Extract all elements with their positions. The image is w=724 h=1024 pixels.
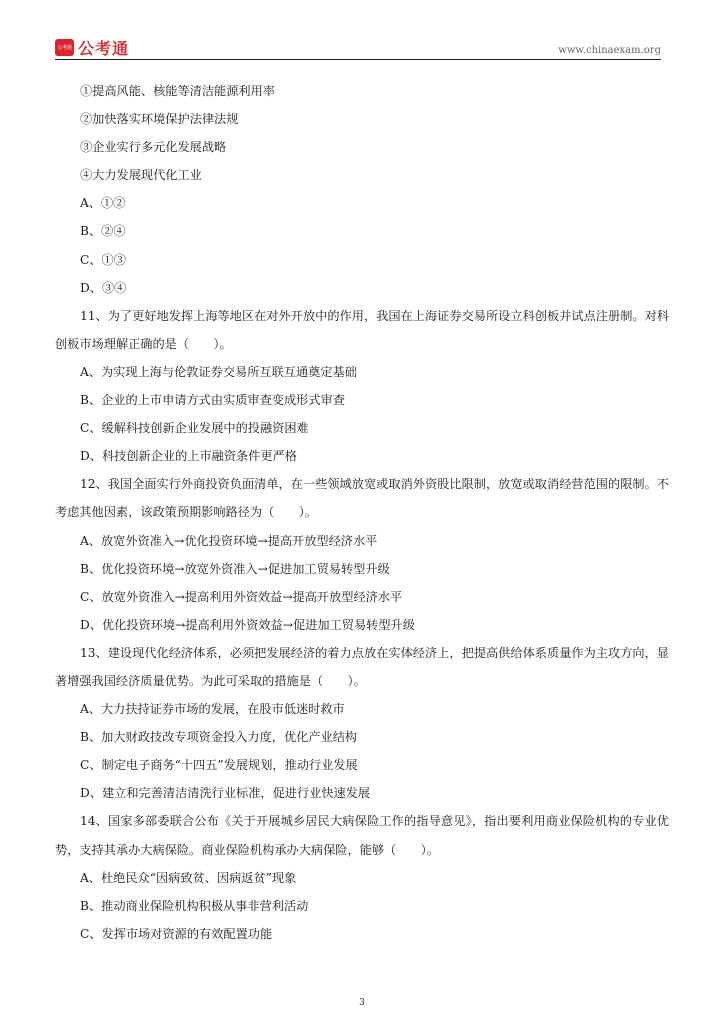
option-line: B、推动商业保险机构积极从事非营利活动 — [80, 898, 309, 913]
option-line: D、③④ — [80, 280, 127, 295]
logo-text: 公考通 — [78, 39, 130, 58]
option-line: B、企业的上市申请方式由实质审查变成形式审查 — [80, 393, 345, 408]
question-stem: 11、为了更好地发挥上海等地区在对外开放中的作用，我国在上海证券交易所设立科创板并试点注册制。对科创板市场理解正确的是（ ）。 — [55, 308, 669, 351]
option-line: D、优化投资环境→提高利用外资效益→促进加工贸易转型升级 — [80, 617, 415, 632]
option-line: B、优化投资环境→放宽外资准入→促进加工贸易转型升级 — [80, 561, 390, 576]
option-line: B、加大财政技改专项资金投入力度，优化产业结构 — [80, 730, 358, 745]
question-stem: 13、建设现代化经济体系，必须把发展经济的着力点放在实体经济上，把提高供给体系质量作为主攻方向，显著增强我国经济质量优势。为此可采取的措施是（ ）。 — [55, 645, 669, 688]
option-line: ④大力发展现代化工业 — [80, 168, 202, 183]
option-line: A、放宽外资准入→优化投资环境→提高开放型经济水平 — [80, 533, 378, 548]
document-body — [55, 77, 669, 948]
page-number: 3 — [359, 998, 365, 1008]
option-line: B、②④ — [80, 224, 126, 239]
option-line: A、大力扶持证券市场的发展，在股市低迷时救市 — [80, 702, 345, 717]
option-line: C、制定电子商务“十四五”发展规划，推动行业发展 — [80, 758, 358, 773]
option-line: D、建立和完善清洁清洗行业标准，促进行业快速发展 — [80, 786, 371, 801]
question-stem: 12、我国全面实行外商投资负面清单，在一些领域放宽或取消外资股比限制，放宽或取消经营范围的限制。不考虑其他因素，该政策预期影响路径为（ ）。 — [55, 477, 669, 520]
site-url: www.chinaexam.org — [558, 45, 661, 56]
page-header — [0, 0, 724, 64]
option-line: A、①② — [80, 196, 126, 211]
question-stem: 14、国家多部委联合公布《关于开展城乡居民大病保险工作的指导意见》，指出要利用商业保险机构的专业优势，支持其承办大病保险。商业保险机构承办大病保险，能够（ ）。 — [55, 814, 669, 857]
logo — [55, 36, 129, 59]
option-line: ①提高风能、核能等清洁能源利用率 — [80, 84, 275, 98]
option-line: C、缓解科技创新企业发展中的投融资困难 — [80, 421, 309, 436]
option-line: ③企业实行多元化发展战略 — [80, 140, 227, 155]
option-line: ②加快落实环境保护法律法规 — [80, 112, 239, 127]
header-divider — [55, 59, 661, 60]
option-line: C、发挥市场对资源的有效配置功能 — [80, 926, 273, 941]
logo-badge-icon: 公考通 — [55, 39, 74, 56]
option-line: A、为实现上海与伦敦证券交易所互联互通奠定基础 — [80, 364, 357, 379]
option-line: D、科技创新企业的上市融资条件更严格 — [80, 449, 297, 464]
option-line: A、杜绝民众“因病致贫、因病返贫”现象 — [80, 870, 297, 885]
option-line: C、①③ — [80, 252, 126, 267]
option-line: C、放宽外资准入→提高利用外资效益→提高开放型经济水平 — [80, 589, 403, 604]
